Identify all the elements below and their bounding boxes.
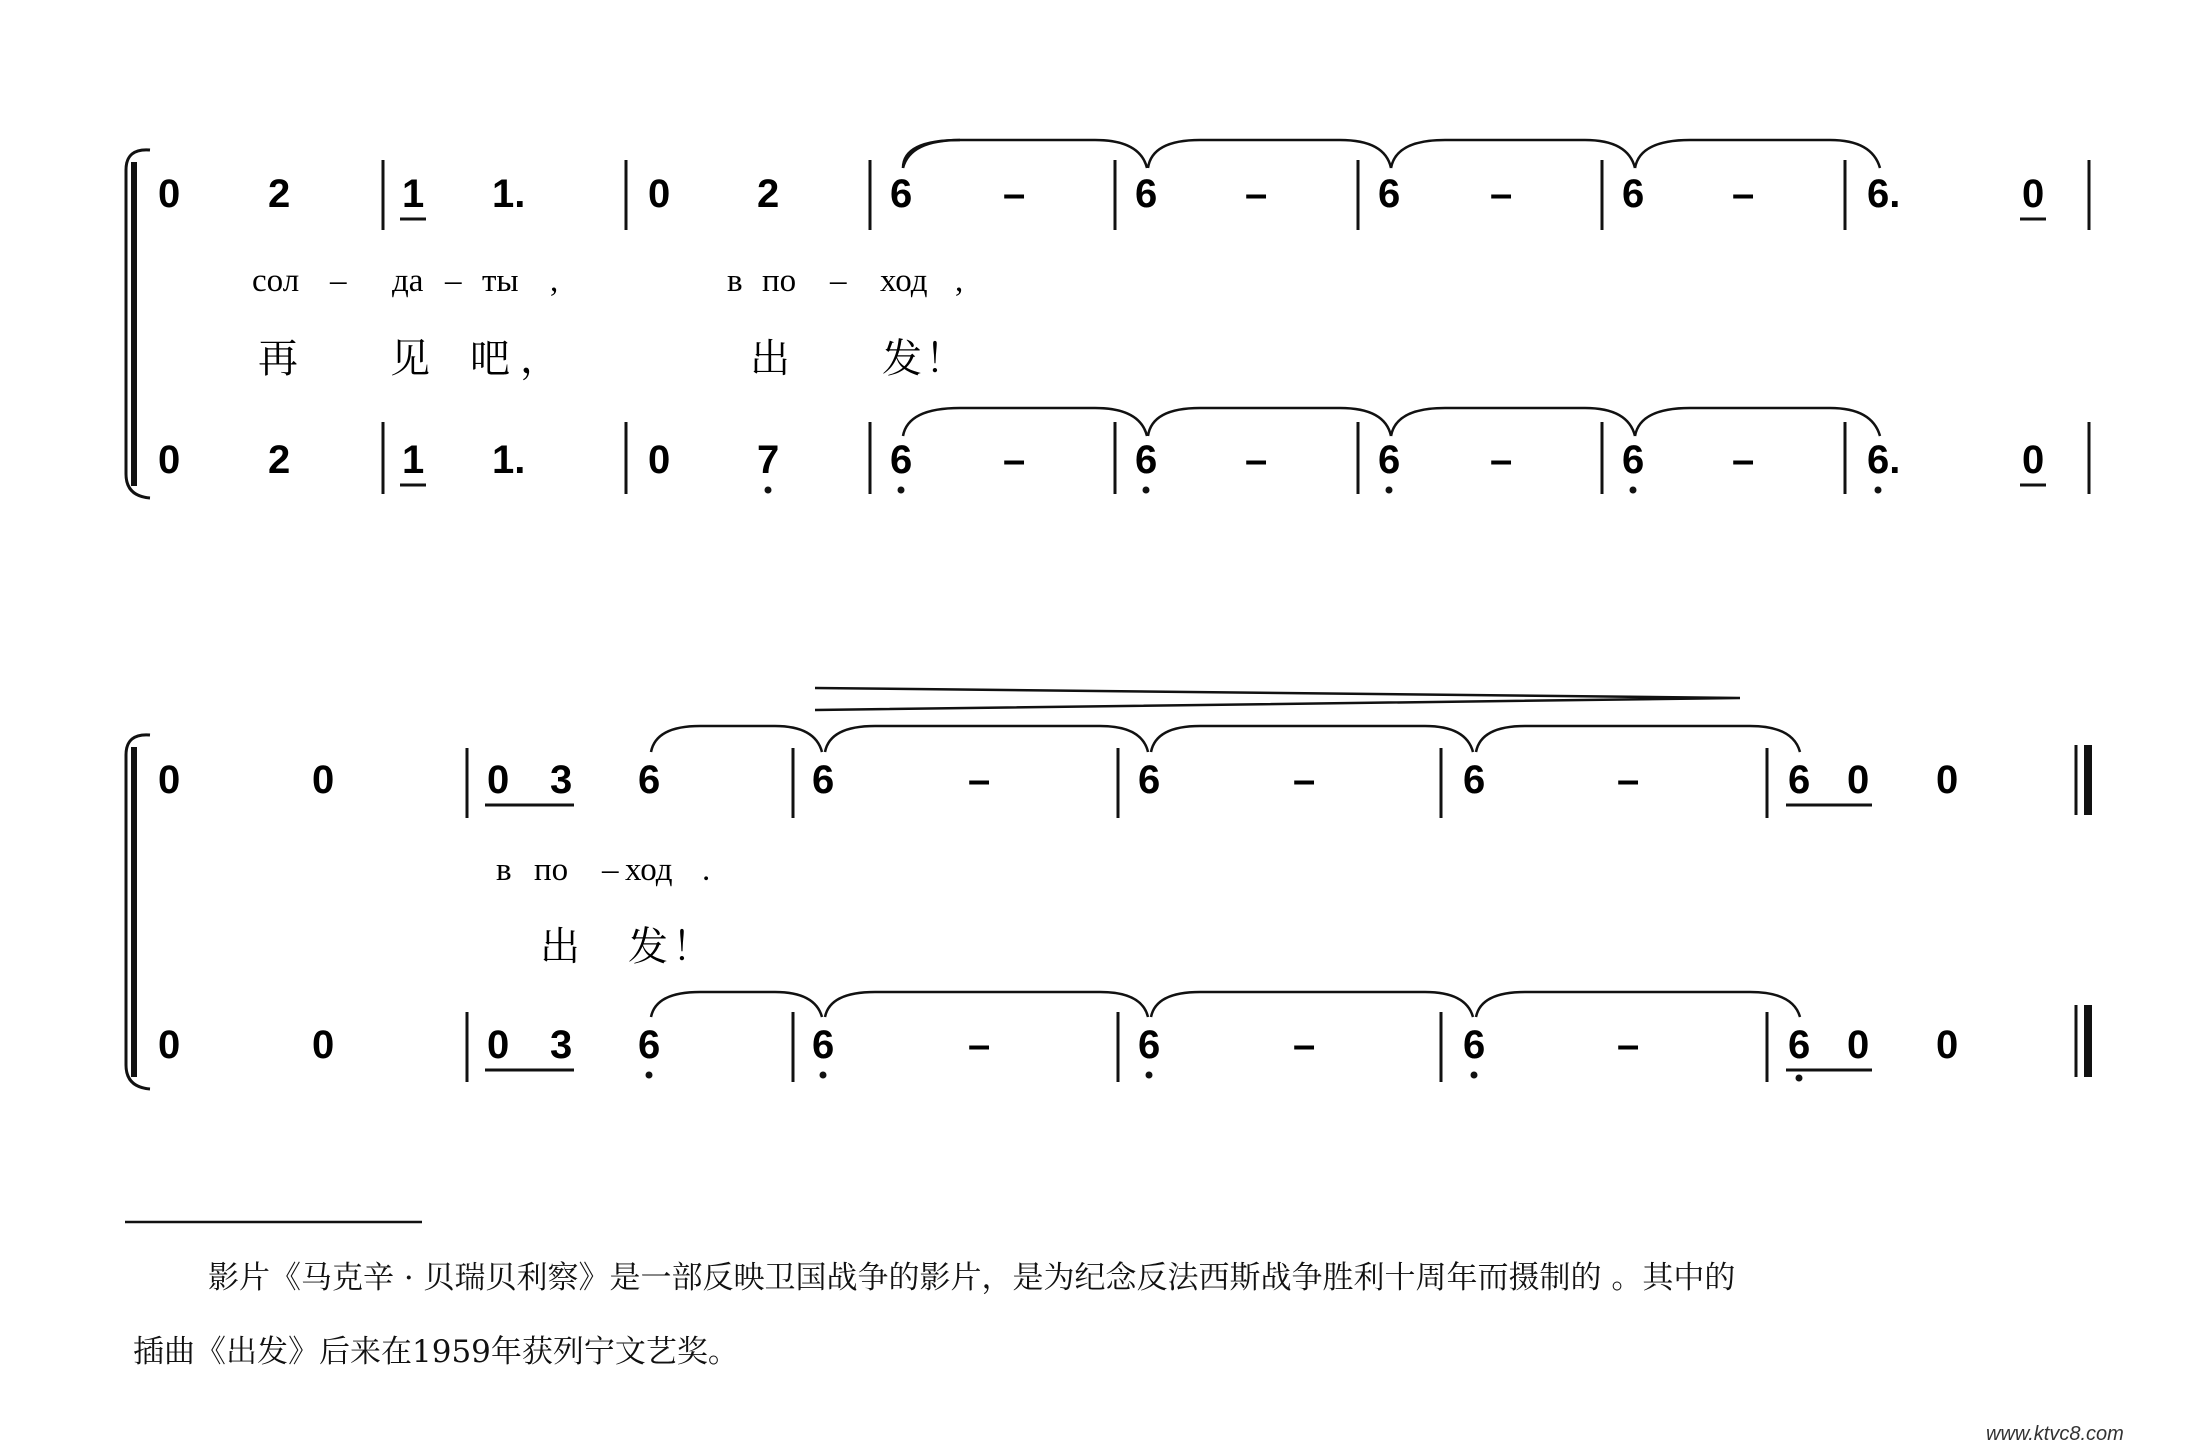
note: 2 <box>268 172 291 216</box>
note: 6 <box>638 1023 661 1067</box>
note: 0 <box>1847 1023 1870 1067</box>
lyric-char: 出 <box>540 924 580 970</box>
tie <box>825 992 1148 1017</box>
lyric-punct: ！ <box>925 336 965 382</box>
note: – <box>1490 172 1513 216</box>
low-octave-dot <box>1796 1075 1803 1082</box>
note: – <box>1245 438 1268 482</box>
lyrics-chinese <box>540 924 712 970</box>
note: 6 <box>1622 438 1645 482</box>
note: 6 <box>1378 438 1401 482</box>
system-bracket <box>126 150 150 498</box>
note: 2 <box>268 438 291 482</box>
note: 0 <box>648 438 671 482</box>
note: 6 <box>638 758 661 802</box>
lyrics-russian <box>496 852 710 888</box>
lyric-syllable: ты <box>482 263 519 299</box>
system-2 <box>126 688 2088 1089</box>
low-octave-dot <box>1471 1072 1478 1079</box>
lyric-hyphen: – <box>602 852 619 888</box>
note: 3 <box>550 758 573 802</box>
note: 6 <box>1135 438 1158 482</box>
note: 0 <box>158 438 181 482</box>
low-octave-dot <box>646 1072 653 1079</box>
note: 6 <box>1138 1023 1161 1067</box>
note: 6 <box>812 1023 835 1067</box>
tie <box>903 140 1147 168</box>
lyrics-russian <box>252 263 963 299</box>
note: 7 <box>757 438 780 482</box>
tie <box>825 726 1148 752</box>
note: 0 <box>487 758 510 802</box>
lyric-punct: , <box>955 263 964 299</box>
tie <box>1151 992 1473 1017</box>
lyric-syllable: по <box>534 852 569 888</box>
note: 0 <box>158 172 181 216</box>
tie <box>651 726 822 752</box>
lyric-syllable: да <box>392 263 424 299</box>
lyric-punct: ！ <box>672 924 712 970</box>
note: 6 <box>890 438 913 482</box>
lyric-char: 再 <box>258 336 298 382</box>
note: 0 <box>312 758 335 802</box>
note: 0 <box>158 758 181 802</box>
note: 3 <box>550 1023 573 1067</box>
note: – <box>1617 1023 1640 1067</box>
tie <box>1391 408 1635 436</box>
note: 1 <box>402 438 425 482</box>
note: 6 <box>1138 758 1161 802</box>
note: – <box>1732 438 1755 482</box>
staff-2-voice-2 <box>158 992 2088 1082</box>
note: 6 <box>1788 1023 1811 1067</box>
footnote-line-2: 插曲《出发》后来在1959年获列宁文艺奖。 <box>133 1334 739 1370</box>
lyric-syllable: в <box>727 263 743 299</box>
note: 1 <box>402 172 425 216</box>
lyric-syllable: по <box>762 263 797 299</box>
low-octave-dot <box>1630 487 1637 494</box>
note: 6. <box>1867 438 1901 482</box>
tie <box>1476 992 1800 1017</box>
note: 1. <box>492 438 526 482</box>
note: 0 <box>1936 1023 1959 1067</box>
tie <box>903 408 1147 436</box>
note: 0 <box>312 1023 335 1067</box>
note: 1. <box>492 172 526 216</box>
note: – <box>1293 758 1316 802</box>
note: 0 <box>487 1023 510 1067</box>
note: 0 <box>2022 438 2045 482</box>
note: 6 <box>1788 758 1811 802</box>
tie <box>1635 140 1880 168</box>
note: – <box>1617 758 1640 802</box>
lyric-syllable: в <box>496 852 512 888</box>
note: – <box>1293 1023 1316 1067</box>
lyric-syllable: сол <box>252 263 300 299</box>
lyric-char: 见 <box>390 336 430 382</box>
lyric-syllable: ход <box>880 263 928 299</box>
note: – <box>1245 172 1268 216</box>
lyric-punct: , <box>550 263 559 299</box>
lyric-hyphen: – <box>830 263 847 299</box>
low-octave-dot <box>898 487 905 494</box>
low-octave-dot <box>1875 487 1882 494</box>
note: 0 <box>1936 758 1959 802</box>
system-1 <box>126 140 2089 498</box>
tie <box>1148 140 1391 168</box>
staff-1-voice-1 <box>158 140 2089 230</box>
low-octave-dot <box>1143 487 1150 494</box>
tie <box>1476 726 1800 752</box>
tie <box>1148 408 1391 436</box>
low-octave-dot <box>1146 1072 1153 1079</box>
low-octave-dot <box>820 1072 827 1079</box>
site-watermark: www.ktvc8.com <box>1986 1423 2124 1445</box>
lyric-char: 发 <box>882 336 922 382</box>
note: 6 <box>1378 172 1401 216</box>
lyric-char: 发 <box>628 924 668 970</box>
staff-1-voice-2 <box>158 408 2089 494</box>
note: 6 <box>1463 758 1486 802</box>
note: – <box>1490 438 1513 482</box>
tie <box>1391 140 1635 168</box>
note: – <box>1003 172 1026 216</box>
note: 6 <box>1622 172 1645 216</box>
note: – <box>968 1023 991 1067</box>
lyric-punct: ， <box>520 336 560 382</box>
note: 0 <box>1847 758 1870 802</box>
lyric-punct: . <box>702 852 711 888</box>
lyric-hyphen: – <box>330 263 347 299</box>
tie <box>903 140 960 168</box>
decrescendo-hairpin <box>815 688 1740 710</box>
note: 6. <box>1867 172 1901 216</box>
tie <box>1635 408 1880 436</box>
lyrics-chinese <box>258 336 965 382</box>
tie <box>651 992 822 1017</box>
staff-2-voice-1 <box>158 726 2088 818</box>
note: 0 <box>158 1023 181 1067</box>
low-octave-dot <box>765 487 772 494</box>
note: – <box>1732 172 1755 216</box>
note: – <box>968 758 991 802</box>
lyric-syllable: ход <box>625 852 673 888</box>
lyric-char: 出 <box>750 336 790 382</box>
lyric-char: 吧 <box>470 336 510 382</box>
note: 6 <box>890 172 913 216</box>
note: 0 <box>648 172 671 216</box>
tie <box>1151 726 1473 752</box>
note: 6 <box>1463 1023 1486 1067</box>
note: 6 <box>1135 172 1158 216</box>
note: 2 <box>757 172 780 216</box>
note: 6 <box>812 758 835 802</box>
system-bracket <box>126 735 150 1089</box>
lyric-hyphen: – <box>445 263 462 299</box>
low-octave-dot <box>1386 487 1393 494</box>
note: 0 <box>2022 172 2045 216</box>
note: – <box>1003 438 1026 482</box>
footnote-line-1: 影片《马克辛 · 贝瑞贝利察》是一部反映卫国战争的影片，是为纪念反法西斯战争胜利十周年而摄制的 。其中的 <box>208 1260 1736 1296</box>
